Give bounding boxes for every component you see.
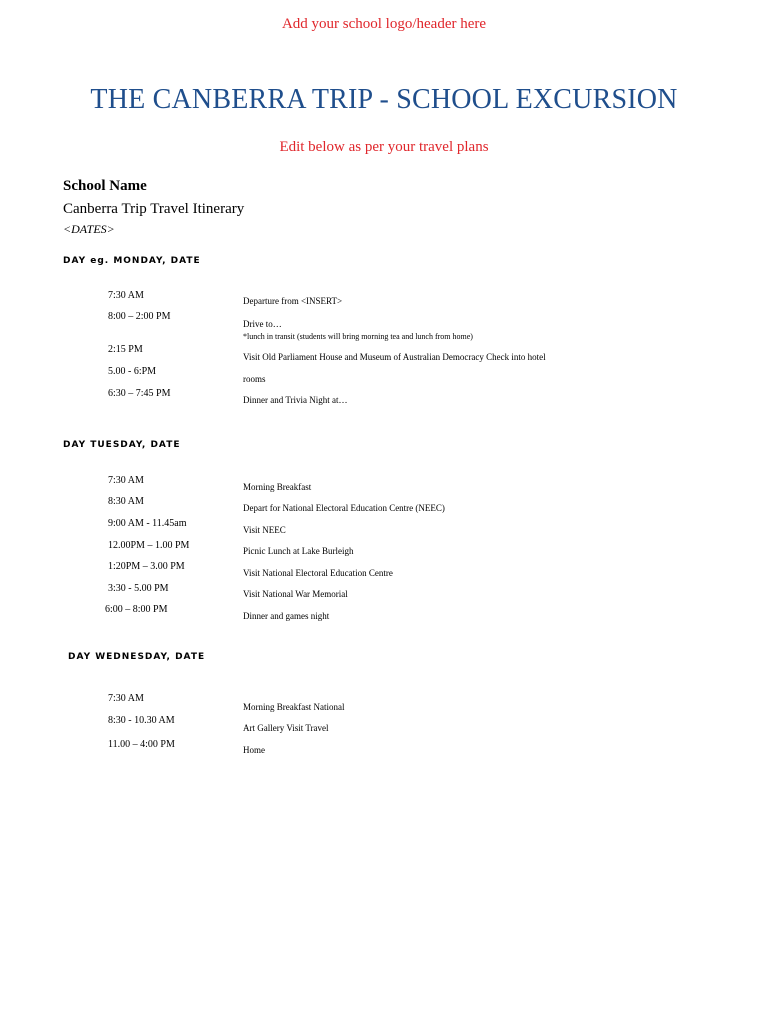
- time-slot: 7:30 AM: [108, 290, 144, 301]
- time-slot: 11.00 – 4:00 PM: [108, 739, 175, 750]
- time-slot: 5.00 - 6:PM: [108, 366, 157, 377]
- time-slot: 12.00PM – 1.00 PM: [108, 540, 190, 551]
- time-slot: 8:30 - 10.30 AM: [108, 715, 175, 726]
- page-title: THE CANBERRA TRIP - SCHOOL EXCURSION: [90, 84, 678, 115]
- time-slot: 6:30 – 7:45 PM: [108, 388, 171, 399]
- activity: Home: [243, 745, 265, 755]
- time-slot: 8:30 AM: [108, 496, 144, 507]
- time-slot: 1:20PM – 3.00 PM: [108, 561, 185, 572]
- activity: Visit Old Parliament House and Museum of Australian Democracy Check into hotel: [243, 352, 546, 362]
- time-slot: 7:30 AM: [108, 693, 144, 704]
- time-slot: 6:00 – 8:00 PM: [105, 604, 168, 615]
- activity: Visit National Electoral Education Centre: [243, 568, 393, 578]
- activity: Visit National War Memorial: [243, 589, 348, 599]
- activity: Art Gallery Visit Travel: [243, 723, 329, 733]
- activity: Drive to…: [243, 319, 282, 329]
- header-placeholder-note: Add your school logo/header here: [281, 16, 487, 32]
- day-heading-tuesday: DAY TUESDAY, DATE: [63, 440, 181, 450]
- day-heading-wednesday: DAY WEDNESDAY, DATE: [68, 652, 206, 662]
- activity: Dinner and games night: [243, 611, 330, 621]
- activity: Depart for National Electoral Education Centre (NEEC): [243, 503, 445, 513]
- dates-placeholder: <DATES>: [63, 222, 115, 236]
- activity: Visit NEEC: [243, 525, 286, 535]
- time-slot: 8:00 – 2:00 PM: [108, 311, 171, 322]
- activity: Morning Breakfast: [243, 482, 312, 492]
- activity-note: *lunch in transit (students will bring morning tea and lunch from home): [243, 332, 473, 341]
- time-slot: 9:00 AM - 11.45am: [108, 518, 187, 529]
- edit-instructions-note: Edit below as per your travel plans: [279, 139, 489, 155]
- activity: Departure from <INSERT>: [243, 296, 343, 306]
- itinerary-title: Canberra Trip Travel Itinerary: [63, 201, 245, 217]
- time-slot: 7:30 AM: [108, 475, 144, 486]
- time-slot: 3:30 - 5.00 PM: [108, 583, 169, 594]
- activity: Dinner and Trivia Night at…: [243, 395, 348, 405]
- time-slot: 2:15 PM: [108, 344, 143, 355]
- activity: rooms: [243, 374, 266, 384]
- activity: Picnic Lunch at Lake Burleigh: [243, 546, 354, 556]
- day-heading-monday: DAY eg. MONDAY, DATE: [63, 256, 201, 266]
- activity: Morning Breakfast National: [243, 702, 345, 712]
- school-name: School Name: [63, 178, 147, 194]
